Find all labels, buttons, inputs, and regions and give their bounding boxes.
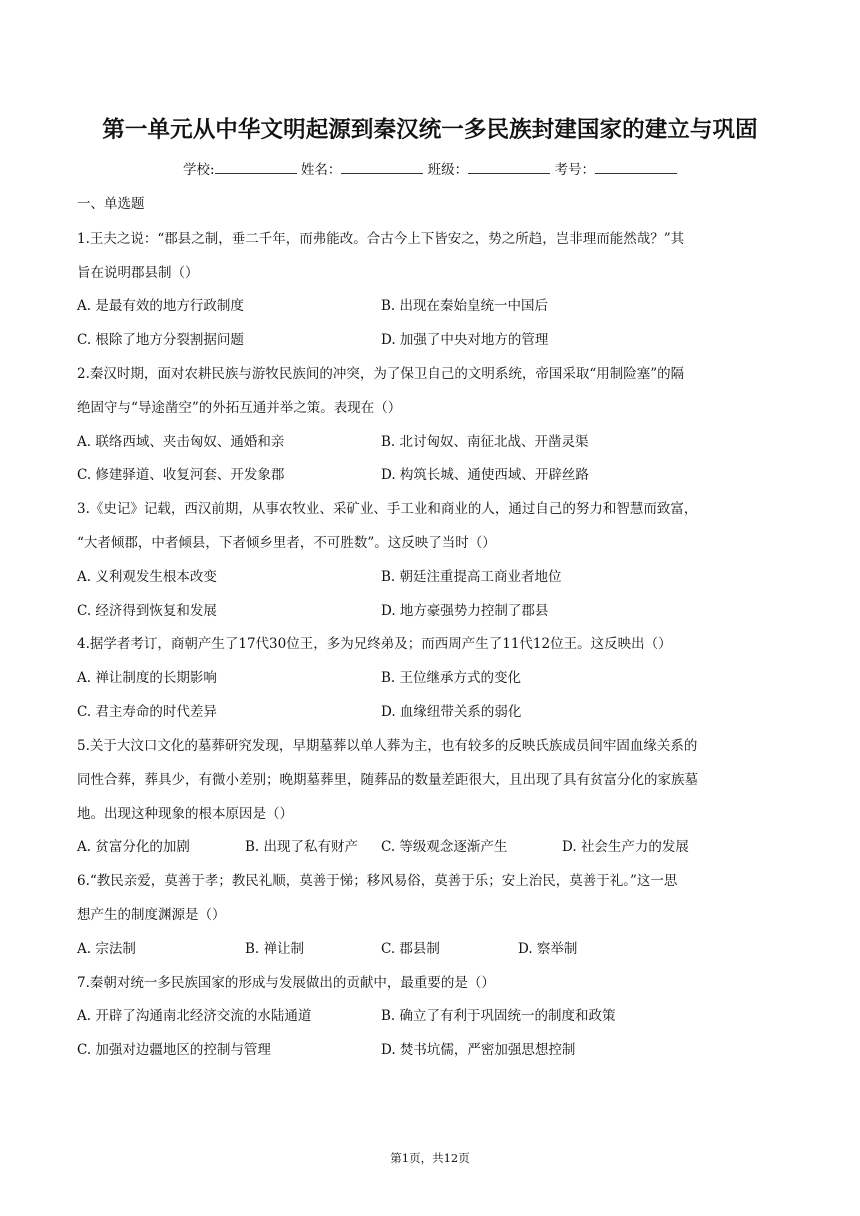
page-footer: 第1页，共12页 — [390, 1151, 470, 1165]
question-4-option-d[interactable]: D. 血缘纽带关系的弱化 — [381, 704, 522, 720]
question-3-option-b[interactable]: B. 朝廷注重提高工商业者地位 — [381, 569, 562, 585]
question-3-option-c[interactable]: C. 经济得到恢复和发展 — [77, 603, 217, 619]
question-1-option-a[interactable]: A. 是最有效的地方行政制度 — [77, 298, 244, 314]
question-3-line-1: 3.《史记》记载，西汉前期，从事农牧业、采矿业、手工业和商业的人，通过自己的努力和智慧而致富， — [77, 501, 698, 517]
question-5-option-d[interactable]: D. 社会生产力的发展 — [562, 839, 689, 855]
question-3-option-d[interactable]: D. 地方豪强势力控制了郡县 — [381, 603, 549, 619]
exam-no-blank[interactable] — [595, 161, 677, 174]
question-5-option-c[interactable]: C. 等级观念逐渐产生 — [381, 839, 508, 855]
question-6-option-a[interactable]: A. 宗法制 — [77, 941, 136, 957]
question-3-option-a[interactable]: A. 义利观发生根本改变 — [77, 569, 217, 585]
school-label: 学校: — [183, 162, 215, 178]
class-label: 班级： — [427, 162, 469, 178]
question-2-option-c[interactable]: C. 修建驿道、收复河套、开发象郡 — [77, 467, 285, 483]
student-info-row — [0, 158, 860, 178]
question-1-option-b[interactable]: B. 出现在秦始皇统一中国后 — [381, 298, 549, 314]
question-2-option-d[interactable]: D. 构筑长城、通使西域、开辟丝路 — [381, 467, 589, 483]
question-5-option-b[interactable]: B. 出现了私有财产 — [245, 839, 359, 855]
question-1-option-d[interactable]: D. 加强了中央对地方的管理 — [381, 332, 549, 348]
question-2-line-1: 2.秦汉时期，面对农耕民族与游牧民族间的冲突，为了保卫自己的文明系统，帝国采取“用制险塞”的隔 — [77, 366, 685, 382]
section-heading: 一、单选题 — [77, 196, 145, 212]
name-blank[interactable] — [341, 161, 423, 174]
page-title: 第一单元从中华文明起源到秦汉统一多民族封建国家的建立与巩固 — [102, 117, 758, 143]
question-2-option-a[interactable]: A. 联络西域、夹击匈奴、通婚和亲 — [77, 434, 285, 450]
question-4-option-a[interactable]: A. 禅让制度的长期影响 — [77, 670, 217, 686]
question-4-line-1: 4.据学者考订，商朝产生了17代30位王，多为兄终弟及；而西周产生了11代12位王。这反映出（） — [77, 636, 672, 652]
question-6-option-b[interactable]: B. 禅让制 — [245, 941, 305, 957]
question-7-line-1: 7.秦朝对统一多民族国家的形成与发展做出的贡献中，最重要的是（） — [77, 975, 495, 991]
question-6-option-d[interactable]: D. 察举制 — [518, 941, 578, 957]
question-5-line-3: 地。出现这种现象的根本原因是（） — [77, 806, 293, 822]
question-5-line-2: 同性合葬，葬具少，有微小差别；晚期墓葬里，随葬品的数量差距很大，且出现了具有贫富分化的家族墓 — [77, 772, 698, 788]
question-7-option-d[interactable]: D. 焚书坑儒，严密加强思想控制 — [381, 1042, 576, 1058]
question-6-option-c[interactable]: C. 郡县制 — [381, 941, 440, 957]
question-4-option-c[interactable]: C. 君主寿命的时代差异 — [77, 704, 217, 720]
question-6-line-1: 6.“教民亲爱，莫善于孝；教民礼顺，莫善于悌；移风易俗，莫善于乐；安上治民，莫善于礼。”这一思 — [77, 873, 678, 889]
school-blank[interactable] — [215, 161, 297, 174]
question-6-line-2: 想产生的制度渊源是（） — [77, 907, 226, 923]
class-blank[interactable] — [468, 161, 550, 174]
question-7-option-c[interactable]: C. 加强对边疆地区的控制与管理 — [77, 1042, 271, 1058]
question-4-option-b[interactable]: B. 王位继承方式的变化 — [381, 670, 522, 686]
question-1-option-c[interactable]: C. 根除了地方分裂割据问题 — [77, 332, 244, 348]
question-7-option-b[interactable]: B. 确立了有利于巩固统一的制度和政策 — [381, 1008, 616, 1024]
question-7-option-a[interactable]: A. 开辟了沟通南北经济交流的水陆通道 — [77, 1008, 312, 1024]
question-1-line-1: 1.王夫之说：“郡县之制，垂二千年，而弗能改。合古今上下皆安之，势之所趋，岂非理而能然哉？”其 — [77, 231, 685, 247]
question-3-line-2: “大者倾郡，中者倾县，下者倾乡里者，不可胜数”。这反映了当时（） — [77, 535, 496, 551]
question-5-line-1: 5.关于大汶口文化的墓葬研究发现，早期墓葬以单人葬为主，也有较多的反映氏族成员间牢固血缘关系的 — [77, 738, 698, 754]
name-label: 姓名： — [300, 162, 342, 178]
question-1-line-2: 旨在说明郡县制（） — [77, 265, 199, 281]
question-2-option-b[interactable]: B. 北讨匈奴、南征北战、开凿灵渠 — [381, 434, 589, 450]
exam-no-label: 考号： — [554, 162, 595, 178]
question-5-option-a[interactable]: A. 贫富分化的加剧 — [77, 839, 190, 855]
question-2-line-2: 绝固守与“导途凿空”的外拓互通并举之策。表现在（） — [77, 400, 402, 416]
